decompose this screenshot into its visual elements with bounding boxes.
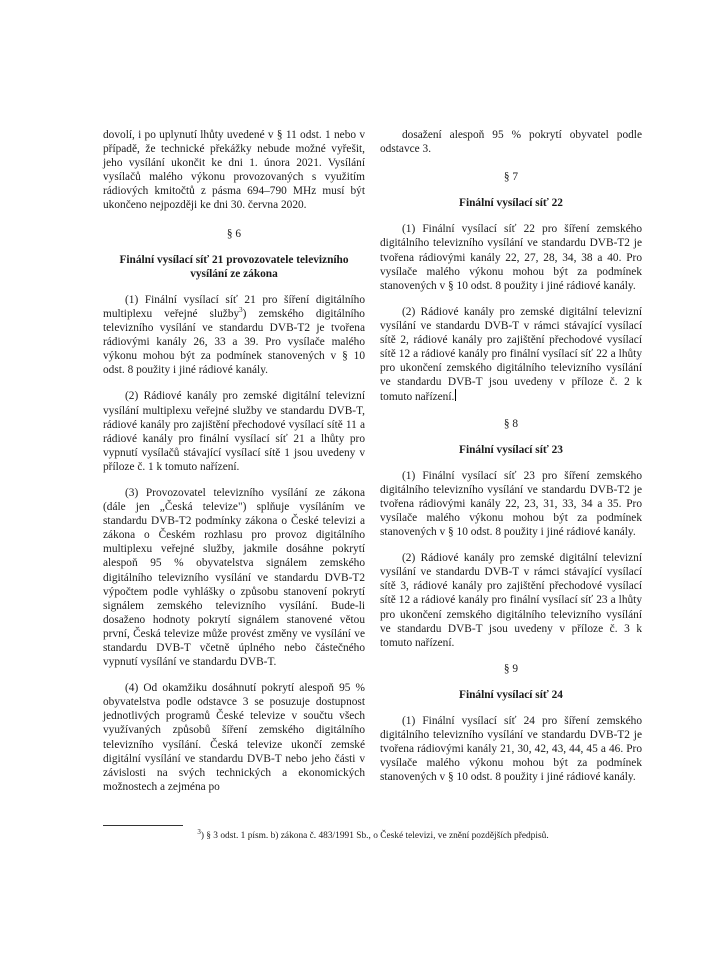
section-8-number: § 8 xyxy=(503,417,519,430)
footnote-ref: 3 xyxy=(239,306,243,315)
right-column xyxy=(380,128,642,796)
paragraph-text: ) zemského digitálního televizního vysílání ve standardu DVB-T2 je tvořena rádiovými kanály 26, 33 a 39. Pro vysílače malého výkonu mohou být za podmínek stanovených v § 10 odst. 8 použity i jiné rádiové kanály. xyxy=(103,307,365,377)
section-9-number: § 9 xyxy=(503,662,519,675)
section-6-paragraph-1 xyxy=(103,293,365,378)
section-6-paragraph-4: (4) Od okamžiku dosáhnutí pokrytí alespoň 95 % obyvatelstva podle odstavce 3 se posuzuje dostupnost jednotlivých programů České televize v součtu všech využívaných způsobů šíření zemského digitálního televizního vysílání. Česká televize ukončí zemské digitální vysílání ve standardu DVB-T nebo jeho části v závislosti na svých technických a ekonomických možnostech a zejména po xyxy=(103,682,365,793)
section-7-paragraph-2 xyxy=(380,305,642,405)
section-8-title: Finální vysílací síť 23 xyxy=(459,443,563,456)
section-8-paragraph-2: (2) Rádiové kanály pro zemské digitální televizní vysílání ve standardu DVB-T v rámci stávající vysílací sítě 3, rádiové kanály pro zajištění přechodové vysílací sítě 12 a rádiové kanály pro finální vysílací síť 23 a lhůty pro ukončení zemského digitálního televizního vysílání ve standardu DVB-T jsou uvedeny v příloze č. 3 k tomuto nařízení. xyxy=(380,552,642,649)
section-9-paragraph-1: (1) Finální vysílací síť 24 pro šíření zemského digitálního televizního vysílání ve standardu DVB-T2 je tvořena rádiovými kanály 21, 30, 42, 43, 44, 45 a 46. Pro vysílače malého výkonu mohou být za podmínek stanovených v § 10 odst. 8 použity i jiné rádiové kanály. xyxy=(380,715,642,784)
continued-paragraph: dovolí, i po uplynutí lhůty uvedené v § 11 odst. 1 nebo v případě, že technické překážky nebude možné vyřešit, jeho vysílání ukončit ke dni 1. února 2021. Vysílání vysílačů malého výkonu provozovaných s využitím rádiových kmitočtů z pásma 694–790 MHz musí být ukončeno nejpozději ke dni 30. června 2020. xyxy=(103,129,365,212)
section-6-paragraph-3: (3) Provozovatel televizního vysílání ze zákona (dále jen „Česká televize") splňuje vysíláním ve standardu DVB-T2 podmínky zákona o České televizi a zákona o Českém rozhlasu pro provoz digitálního multiplexu veřejné služby, jakmile dosáhne pokrytí alespoň 95 % obyvatelstva signálem zemského digitálního televizního vysílání ve standardu DVB-T2 výpočtem podle vyhlášky o způsobu stanovení pokrytí signálem zemského televizního vysílání. Bude-li dosaženo hodnoty pokrytí signálem stanovené větou první, Česká televize může provést změny ve vysílání ve standardu DVB-T včetně úplného nebo částečného vypnutí vysílání ve standardu DVB-T. xyxy=(103,486,365,669)
paragraph-text: (1) Finální vysílací síť 21 pro šíření digitálního multiplexu veřejné služby xyxy=(103,293,365,320)
section-7-number: § 7 xyxy=(503,171,519,184)
paragraph-text: (2) Rádiové kanály pro zemské digitální televizní vysílání ve standardu DVB-T v rámci stávající vysílací sítě 2, rádiové kanály pro zajištění přechodové vysílací sítě 12 a rádiové kanály pro finální vysílací síť 22 a lhůty pro ukončení zemského digitálního televizního vysílání ve standardu DVB-T jsou uvedeny v příloze č. 2 k tomuto nařízení. xyxy=(380,305,642,404)
footnote-divider xyxy=(103,825,183,826)
footnote-number: 3 xyxy=(197,827,201,836)
footnote-text: ) § 3 odst. 1 písm. b) zákona č. 483/1991 Sb., o České televizi, ve znění pozdějších předpisů. xyxy=(200,831,549,841)
section-6-number: § 6 xyxy=(226,227,242,240)
footnote xyxy=(103,827,643,842)
section-9-title: Finální vysílací síť 24 xyxy=(459,688,563,701)
section-6-title: Finální vysílací síť 21 provozovatele televizního vysílání ze zákona xyxy=(119,253,349,280)
section-8-paragraph-1: (1) Finální vysílací síť 23 pro šíření zemského digitálního televizního vysílání ve standardu DVB-T2 je tvořena rádiovými kanály 22, 23, 31, 33, 34 a 35. Pro vysílače malého výkonu mohou být za podmínek stanovených v § 10 odst. 8 použity i jiné rádiové kanály. xyxy=(380,469,642,539)
section-7-paragraph-1: (1) Finální vysílací síť 22 pro šíření zemského digitálního televizního vysílání ve standardu DVB-T2 je tvořena rádiovými kanály 22, 27, 28, 34, 38 a 40. Pro vysílače malého výkonu mohou být za podmínek stanovených v § 10 odst. 8 použity i jiné rádiové kanály. xyxy=(380,223,642,292)
continued-paragraph: dosažení alespoň 95 % pokrytí obyvatel podle odstavce 3. xyxy=(380,129,642,156)
left-column xyxy=(103,128,365,806)
section-7-title: Finální vysílací síť 22 xyxy=(459,197,563,210)
text-cursor xyxy=(455,389,456,401)
section-6-paragraph-2: (2) Rádiové kanály pro zemské digitální televizní vysílání multiplexu veřejné služby ve standardu DVB-T, rádiové kanály pro zajištění přechodové vysílací sítě 11 a rádiové kanály pro finální vysílací síť 21 a lhůty pro vypnutí vysílačů stávající vysílací sítě 1 jsou uvedeny v příloze č. 1 k tomuto nařízení. xyxy=(103,390,365,473)
